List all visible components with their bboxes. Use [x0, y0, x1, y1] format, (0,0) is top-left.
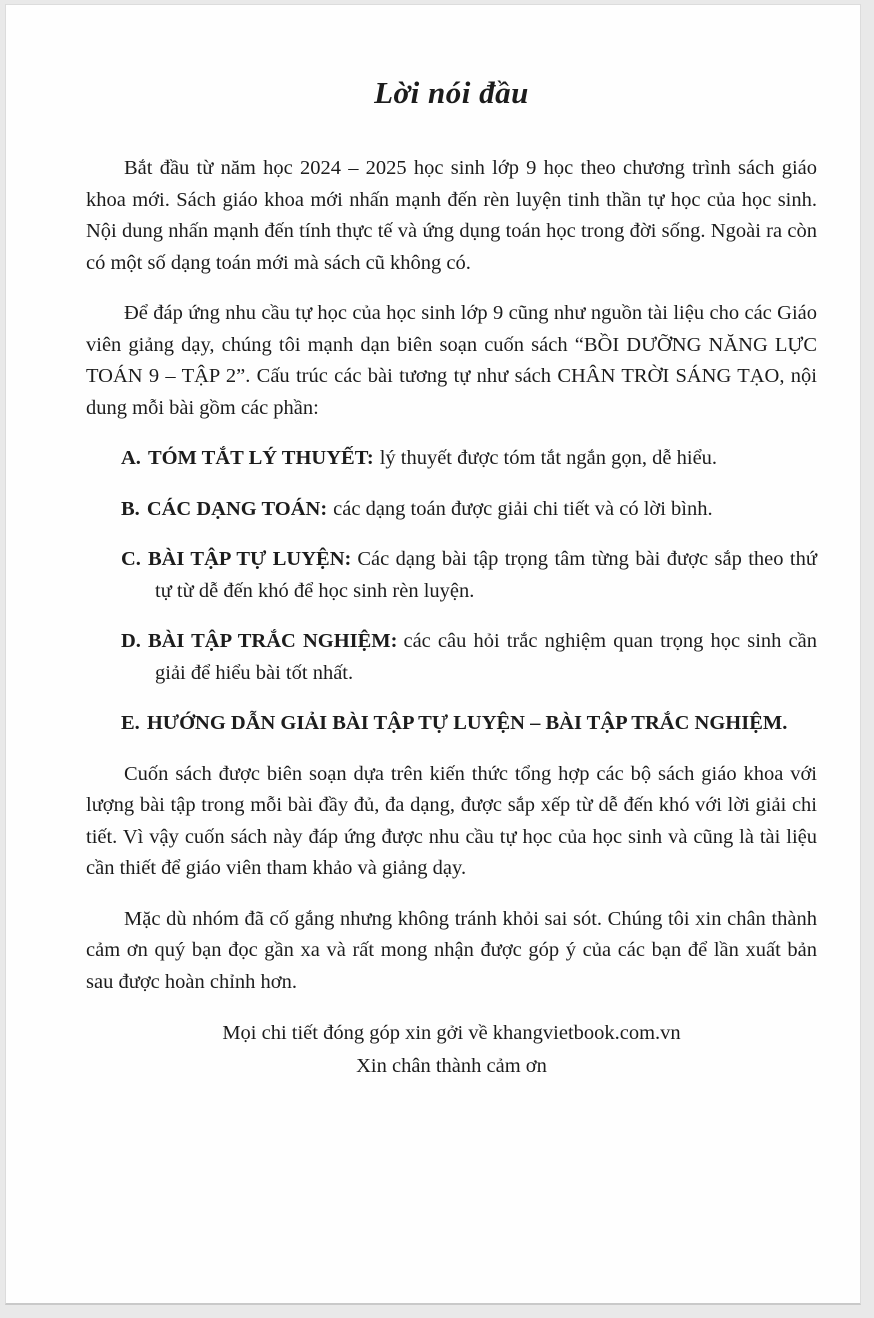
section-item-b: [121, 494, 817, 526]
section-heading: HƯỚNG DẪN GIẢI BÀI TẬP TỰ LUYỆN – BÀI TẬP TRẮC NGHIỆM.: [146, 712, 788, 734]
section-label: A.: [121, 447, 141, 469]
section-label: C.: [121, 548, 141, 570]
intro-paragraph-1: Bắt đầu từ năm học 2024 – 2025 học sinh lớp 9 học theo chương trình sách giáo khoa mới. Sách giáo khoa mới nhấn mạnh đến rèn luyện tinh thần tự học của học sinh. Nội dung nhấn mạnh đến tính thực tế và ứng dụng toán học trong đời sống. Ngoài ra còn có một số dạng toán mới mà sách cũ không có.: [86, 157, 817, 274]
page-content: [6, 5, 860, 1083]
section-item-c: [121, 544, 817, 607]
section-heading: BÀI TẬP TỰ LUYỆN:: [147, 548, 352, 570]
thanks-line: Xin chân thành cảm ơn: [356, 1055, 547, 1077]
section-label: D.: [121, 630, 141, 652]
section-description: các câu hỏi trắc nghiệm quan trọng học sinh cần giải để hiểu bài tốt nhất.: [155, 630, 817, 684]
section-item-a: [121, 443, 817, 475]
section-item-d: [121, 626, 817, 689]
section-heading: BÀI TẬP TRẮC NGHIỆM:: [147, 630, 398, 652]
contact-line: Mọi chi tiết đóng góp xin gởi về khangvietbook.com.vn: [222, 1022, 681, 1044]
section-description: các dạng toán được giải chi tiết và có lời bình.: [333, 497, 713, 520]
section-label: E.: [121, 712, 140, 734]
section-list: [121, 443, 817, 740]
intro-paragraph-2: Để đáp ứng nhu cầu tự học của học sinh lớp 9 cũng như nguồn tài liệu cho các Giáo viên giảng dạy, chúng tôi mạnh dạn biên soạn cuốn sách “BỒI DƯỠNG NĂNG LỰC TOÁN 9 – TẬP 2”. Cấu trúc các bài tương tự như sách CHÂN TRỜI SÁNG TẠO, nội dung mỗi bài gồm các phần:: [86, 302, 817, 419]
section-description: lý thuyết được tóm tắt ngắn gọn, dễ hiểu.: [379, 447, 718, 469]
scanned-page: [5, 4, 861, 1305]
section-description: Các dạng bài tập trọng tâm từng bài được sắp theo thứ tự từ dễ đến khó để học sinh rèn luyện.: [155, 548, 817, 602]
section-heading: CÁC DẠNG TOÁN:: [146, 497, 328, 520]
section-item-e: [121, 708, 817, 740]
page-title: Lời nói đầu: [374, 75, 529, 110]
section-heading: TÓM TẮT LÝ THUYẾT:: [147, 447, 374, 469]
closing-paragraph-2: Mặc dù nhóm đã cố gắng nhưng không tránh khỏi sai sót. Chúng tôi xin chân thành cảm ơn quý bạn đọc gần xa và rất mong nhận được góp ý của các bạn để lần xuất bản sau được hoàn chỉnh hơn.: [86, 907, 817, 993]
section-label: B.: [121, 497, 140, 520]
closing-paragraph-1: Cuốn sách được biên soạn dựa trên kiến thức tổng hợp các bộ sách giáo khoa với lượng bài tập trong mỗi bài đầy đủ, đa dạng, được sắp xếp từ dễ đến khó với lời giải chi tiết. Vì vậy cuốn sách này đáp ứng được nhu cầu tự học của học sinh và cũng là tài liệu cần thiết để giáo viên tham khảo và giảng dạy.: [86, 762, 817, 879]
